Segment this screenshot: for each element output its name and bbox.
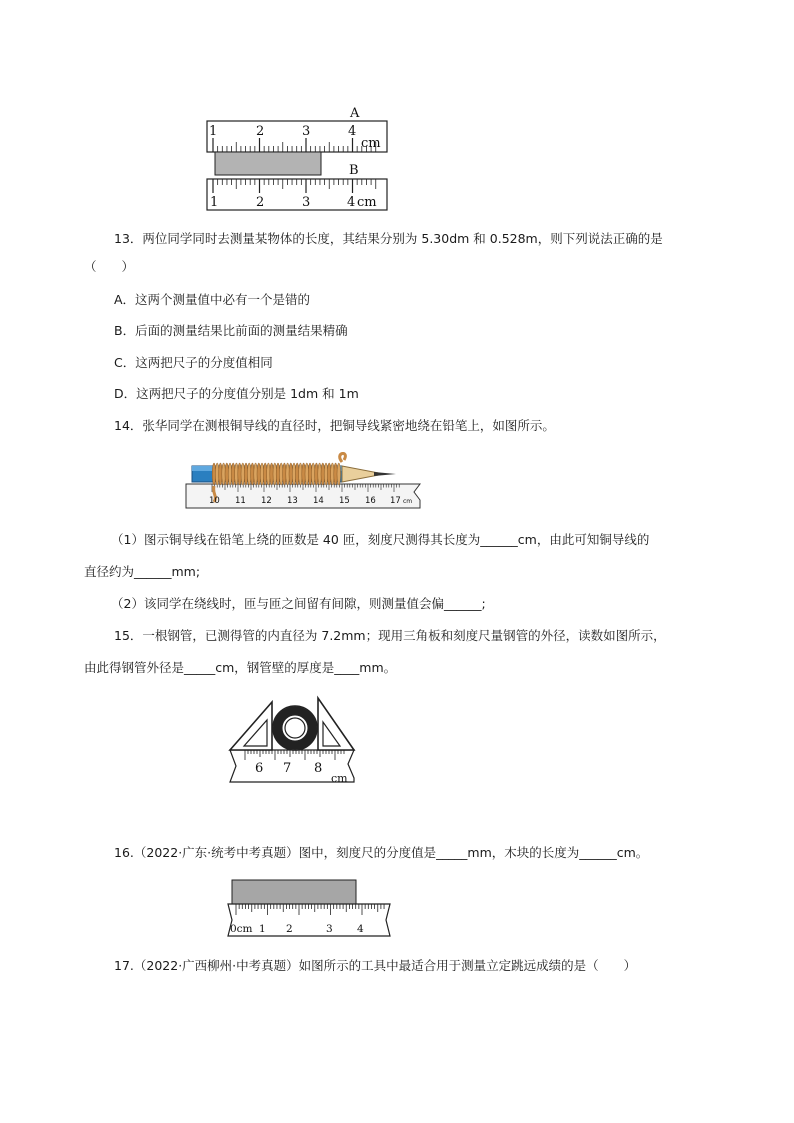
figure-q16-block-ruler	[226, 878, 396, 938]
q14-stem: 14．张华同学在测根铜导线的直径时，把铜导线紧密地绕在铅笔上，如图所示。	[114, 418, 555, 433]
figure-q14-pencil-wire	[184, 452, 424, 510]
q13-option-a: A．这两个测量值中必有一个是错的	[114, 292, 311, 307]
pencil-ruler-tick-17: 17	[390, 496, 401, 506]
q17-stem: 17.（2022·广西柳州·中考真题）如图所示的工具中最适合用于测量立定跳远成绩的是（ ）	[114, 958, 637, 973]
q16-ruler-tick-4: 4	[357, 923, 364, 935]
q13-answer-bracket: （ ）	[84, 259, 135, 274]
q16-ruler-tick-3: 3	[326, 923, 333, 935]
q14-part1-line1: （1）图示铜导线在铅笔上绕的匝数是 40 匝，刻度尺测得其长度为______cm，由此可知铜导线的	[111, 532, 650, 547]
q16-ruler-tick-1: 1	[259, 923, 266, 935]
pencil-lead	[374, 472, 396, 476]
ruler-b-unit: cm	[357, 195, 377, 210]
ruler-a-tick-2: 2	[256, 124, 265, 139]
q15-ruler-unit: cm	[331, 772, 348, 785]
q13-option-d: D．这两把尺子的分度值分别是 1dm 和 1m	[114, 386, 359, 401]
ruler-b-tick-4: 4	[347, 195, 356, 210]
q16-ruler-tick-2: 2	[286, 923, 293, 935]
pencil-ruler-tick-16: 16	[365, 496, 376, 506]
steel-pipe-bore	[285, 718, 305, 738]
figure-q12-rulers	[196, 100, 396, 216]
q14-part1-line2: 直径约为______mm;	[84, 564, 201, 579]
ruler-a-tick-3: 3	[302, 124, 311, 139]
q13-option-b: B．后面的测量结果比前面的测量结果精确	[114, 323, 348, 338]
pencil-ruler-tick-10: 10	[209, 496, 220, 506]
pencil-ruler-tick-13: 13	[287, 496, 298, 506]
wood-block	[232, 880, 356, 904]
q15-line1: 15．一根钢管，已测得管的内直径为 7.2mm；现用三角板和刻度尺量钢管的外径，读数如图所示，	[114, 628, 666, 643]
ruler-a-label: A	[350, 106, 360, 121]
q15-ruler-tick-6: 6	[255, 761, 264, 776]
q13-stem: 13．两位同学同时去测量某物体的长度，其结果分别为 5.30dm 和 0.528m，则下列说法正确的是	[114, 231, 663, 246]
wire-turn	[337, 463, 341, 485]
q16-ruler-tick-0: 0cm	[230, 923, 253, 935]
ruler-a-tick-4: 4	[348, 124, 357, 139]
pencil-ruler-tick-15: 15	[339, 496, 350, 506]
q14-part2: （2）该同学在绕线时，匝与匝之间留有间隙，则测量值会偏______;	[111, 596, 486, 611]
ruler-b-tick-3: 3	[302, 195, 311, 210]
measured-object	[215, 152, 321, 175]
ruler-b-tick-1: 1	[210, 195, 219, 210]
ruler-a-unit: cm	[361, 136, 381, 151]
q15-ruler-tick-7: 7	[283, 761, 292, 776]
pencil-ruler-tick-11: 11	[235, 496, 246, 506]
pencil-ruler-tick-12: 12	[261, 496, 272, 506]
ruler-b-tick-2: 2	[256, 195, 265, 210]
q13-option-c: C．这两把尺子的分度值相同	[114, 355, 273, 370]
q16-stem: 16.（2022·广东·统考中考真题）图中，刻度尺的分度值是_____mm，木块的长度为______cm。	[114, 845, 649, 860]
ruler-a-tick-1: 1	[209, 124, 218, 139]
pencil-ruler-unit: cm	[403, 498, 413, 505]
pencil-ruler-tick-14: 14	[313, 496, 324, 506]
q15-line2: 由此得钢管外径是_____cm，钢管壁的厚度是____mm。	[84, 660, 397, 675]
ruler-b-label: B	[349, 163, 359, 178]
left-set-square	[230, 702, 272, 750]
q15-ruler-tick-8: 8	[314, 761, 323, 776]
figure-q15-triangle-pipe	[222, 690, 362, 790]
